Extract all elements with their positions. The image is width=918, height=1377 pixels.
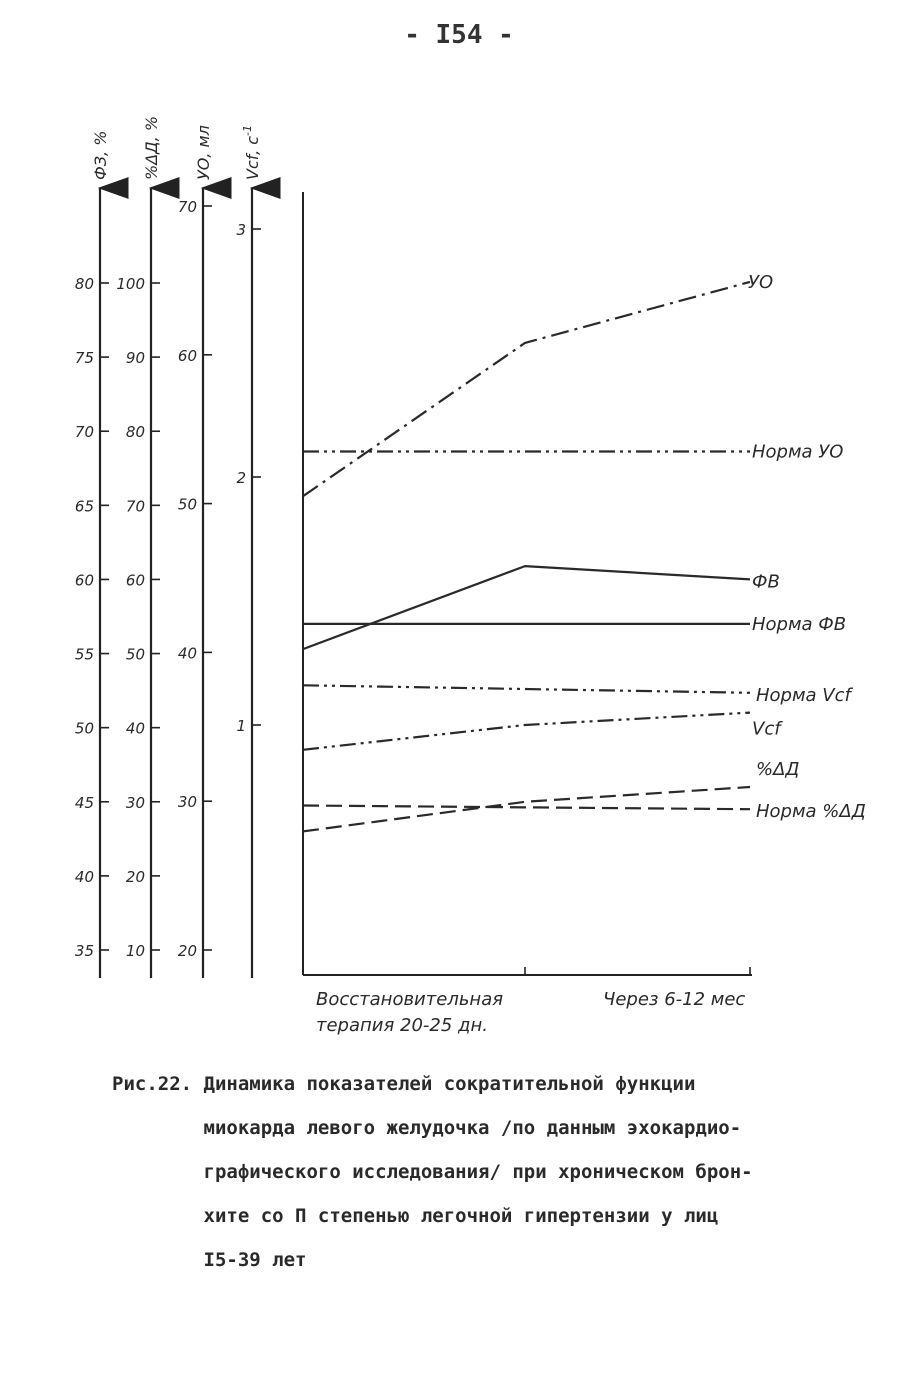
tick-label-fv: 45 — [74, 793, 94, 812]
tick-label-dd: 80 — [125, 423, 145, 442]
tick-label-vcf: 2 — [236, 469, 246, 487]
series-label-4: Норма ФВ — [752, 613, 847, 635]
tick-label-fv: 50 — [74, 719, 94, 738]
series-line-3 — [303, 566, 750, 649]
series-label-8: Норма %ΔД — [756, 801, 866, 823]
tick-label-dd: 30 — [125, 793, 145, 812]
tick-label-dd: 100 — [116, 275, 145, 293]
tick-label-uo: 60 — [177, 346, 197, 365]
series-label-1: УО — [748, 271, 774, 293]
axis-title-fv: ФЗ, % — [91, 130, 110, 180]
tick-label-dd: 70 — [125, 497, 145, 516]
axis-title-dd: %ΔД, % — [142, 115, 161, 180]
tick-label-fv: 70 — [74, 423, 94, 442]
series-line-1 — [303, 282, 750, 496]
page-number: - I54 - — [404, 20, 514, 50]
tick-label-fv: 65 — [74, 497, 94, 516]
tick-label-uo: 70 — [177, 198, 197, 216]
tick-label-vcf: 1 — [236, 717, 246, 735]
x-category-label: терапия 20-25 дн. — [316, 1015, 488, 1036]
series-line-6 — [303, 713, 750, 750]
x-category-label: Через 6-12 мес — [603, 989, 746, 1010]
caption-line: Рис.22. Динамика показателей сократительной функции — [112, 1073, 696, 1095]
caption-line: хите со П степенью легочной гипертензии у лиц — [112, 1205, 719, 1227]
tick-label-uo: 30 — [177, 793, 197, 812]
tick-label-dd: 60 — [125, 571, 145, 590]
caption-line: графического исследования/ при хроническом брон- — [112, 1161, 753, 1183]
tick-label-fv: 80 — [74, 275, 94, 293]
tick-label-uo: 50 — [177, 495, 197, 514]
figure-caption — [112, 1062, 832, 1282]
tick-label-fv: 40 — [74, 867, 94, 886]
series-line-8 — [303, 806, 750, 810]
tick-label-dd: 20 — [125, 867, 145, 886]
tick-label-uo: 40 — [177, 644, 197, 663]
series-label-7: %ΔД — [756, 758, 800, 780]
x-category-label: Восстановительная — [316, 989, 504, 1010]
axis-title-superscript: -1 — [241, 124, 254, 136]
series-line-5 — [303, 685, 750, 693]
axis-title-vcf: Vcf, $c^{-1}$ — [241, 124, 262, 180]
caption-line: I5-39 лет — [112, 1249, 307, 1271]
tick-label-uo: 20 — [177, 942, 197, 960]
tick-label-dd: 90 — [125, 349, 145, 368]
series-label-3: ФВ — [752, 571, 780, 593]
tick-label-fv: 35 — [74, 942, 94, 960]
series-label-2: Норма УО — [752, 441, 844, 463]
tick-label-fv: 60 — [74, 571, 94, 590]
tick-label-dd: 10 — [125, 942, 145, 960]
series-label-5: Норма Vcf — [756, 684, 851, 706]
axis-title-uo: УО, мл — [194, 125, 213, 180]
series-label-6: Vcf — [752, 718, 781, 740]
tick-label-vcf: 3 — [236, 221, 246, 239]
tick-label-dd: 40 — [125, 719, 145, 738]
tick-label-dd: 50 — [125, 645, 145, 664]
tick-label-fv: 75 — [74, 349, 94, 368]
caption-line: миокарда левого желудочка /по данным эхокардио- — [112, 1117, 742, 1139]
tick-label-fv: 55 — [74, 645, 94, 664]
